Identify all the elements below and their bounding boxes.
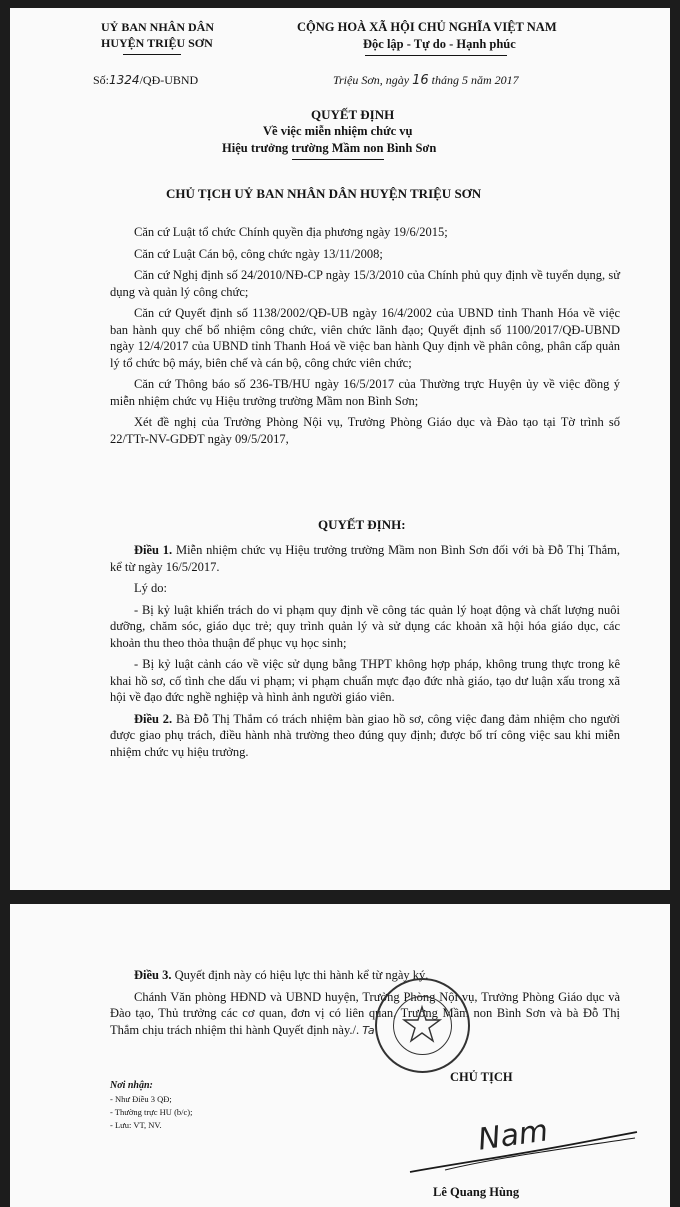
nation-line-2: Độc lập - Tự do - Hạnh phúc (363, 37, 516, 51)
basis-item: Căn cứ Luật Cán bộ, công chức ngày 13/11/2008; (134, 246, 383, 261)
agency-underline (123, 54, 181, 55)
decision-articles (110, 542, 620, 765)
issuing-authority: CHỦ TỊCH UỶ BAN NHÂN DÂN HUYỆN TRIỆU SƠN (166, 186, 482, 201)
article-2 (110, 711, 620, 761)
signature-stroke (405, 1130, 645, 1180)
article-3-execution (110, 989, 620, 1040)
reason-item: - Bị kỷ luật khiển trách do vi phạm quy định về công tác quản lý hoạt động và chất lượng nuôi dưỡng, chăm sóc, giáo dục trẻ; quy trình quản lý và sử dụng các khoản xã hội hóa giáo dục, các khoản thu theo thỏa thuận để phục vụ học sinh; (110, 602, 620, 650)
seal-emblem (393, 996, 452, 1055)
star-icon (394, 997, 450, 1053)
signer-title: CHỦ TỊCH (450, 1070, 513, 1084)
article-3 (110, 967, 620, 984)
execution-text: Chánh Văn phòng HĐND và UBND huyện, Trưởng Phòng Nội vụ, Trưởng Phòng Giáo dục và Đào tạo, Thủ trưởng các cơ quan, đơn vị có liên quan, Trưởng Mầm non Bình Sơn và bà Đỗ Thị Thắm chịu trách nhiệm thi hành Quyết định này./. (110, 989, 620, 1037)
recipient-item: - Thường trực HU (b/c); (110, 1107, 193, 1117)
signature-scribble: Nam (475, 1113, 551, 1158)
nation-underline (365, 55, 507, 56)
basis-item: Căn cứ Luật tổ chức Chính quyền địa phương ngày 19/6/2015; (134, 225, 448, 239)
ref-suffix: /QĐ-UBND (139, 73, 199, 87)
basis-item: Căn cứ Nghị định số 24/2010/NĐ-CP ngày 15/3/2010 của Chính phủ quy định về tuyển dụng, sử dụng và quản lý công chức; (110, 268, 620, 299)
title-underline (292, 159, 384, 160)
recipients-heading: Nơi nhận: (110, 1080, 153, 1091)
signer-name: Lê Quang Hùng (433, 1185, 520, 1199)
document-reference (93, 73, 198, 88)
article-3-block (110, 967, 620, 1044)
initials: Ta (362, 1023, 375, 1037)
reason-label: Lý do: (134, 581, 167, 595)
legal-bases (110, 224, 620, 452)
ref-prefix: Số: (93, 73, 110, 87)
agency-line-1: UỶ BAN NHÂN DÂN (101, 20, 214, 34)
ref-number: 1324 (109, 73, 140, 87)
nation-line-1: CỘNG HOÀ XÃ HỘI CHỦ NGHĨA VIỆT NAM (297, 20, 557, 34)
recipient-item: - Lưu: VT, NV. (110, 1120, 162, 1130)
decision-title: QUYẾT ĐỊNH (311, 107, 395, 122)
article-2-label: Điều 2. (134, 711, 173, 726)
article-3-label: Điều 3. (134, 968, 172, 982)
basis-item: Xét đề nghị của Trưởng Phòng Nội vụ, Trưởng Phòng Giáo dục và Đào tạo tại Tờ trình số 22/TTr-NV-GDĐT ngày 09/5/2017, (110, 415, 620, 446)
article-1-text: Miễn nhiệm chức vụ Hiệu trưởng trường Mầm non Bình Sơn đối với bà Đỗ Thị Thắm, kể từ ngày 16/5/2017. (110, 543, 621, 574)
basis-item: Căn cứ Thông báo số 236-TB/HU ngày 16/5/2017 của Thường trực Huyện ủy về việc đồng ý miễn nhiệm chức vụ Hiệu trưởng trường Mầm non Bình Sơn; (110, 377, 620, 408)
agency-line-2: HUYỆN TRIỆU SƠN (101, 36, 213, 50)
reason-item: - Bị kỷ luật cảnh cáo về việc sử dụng bằng THPT không hợp pháp, không trung thực trong kê khai hồ sơ, cố tình che dấu vi phạm; vi phạm chuẩn mực đạo đức nhà giáo, tạo dư luận xấu trong xã hội về đạo đức nghề nghiệp và hình ảnh người giáo viên. (110, 657, 620, 704)
document-date (333, 73, 519, 88)
date-suffix: tháng 5 năm 2017 (431, 73, 519, 87)
article-3-text: Quyết định này có hiệu lực thi hành kể từ ngày ký. (174, 968, 429, 982)
article-1 (110, 542, 620, 575)
decision-subject-2: Hiệu trưởng trường Mầm non Bình Sơn (222, 141, 437, 155)
decision-heading: QUYẾT ĐỊNH: (318, 517, 406, 532)
article-2-text: Bà Đỗ Thị Thắm có trách nhiệm bàn giao hồ sơ, công việc đang đảm nhiệm cho người được giao phụ trách, điều hành nhà trường theo đúng quy định; được bố trí công việc sau khi miễn nhiệm chức vụ hiệu trưởng. (110, 711, 620, 759)
date-prefix: Triệu Sơn, ngày (333, 73, 410, 87)
article-1-label: Điều 1. (134, 543, 173, 557)
recipient-item: - Như Điều 3 QĐ; (110, 1094, 172, 1104)
official-seal (375, 978, 470, 1073)
decision-subject-1: Về việc miễn nhiệm chức vụ (263, 124, 413, 138)
basis-item: Căn cứ Quyết định số 1138/2002/QĐ-UB ngày 16/4/2002 của UBND tỉnh Thanh Hóa về việc ban hành quy chế bổ nhiệm công chức, viên chức lãnh đạo; Quyết định số 1100/2017/QĐ-UBND ngày 12/4/2017 của UBND tỉnh Thanh Hoá về việc ban hành Quy định về phân công, phân cấp quản lý tổ chức bộ máy, biên chế và cán bộ, công chức viên chức; (110, 306, 620, 370)
date-day: 16 (412, 73, 429, 88)
